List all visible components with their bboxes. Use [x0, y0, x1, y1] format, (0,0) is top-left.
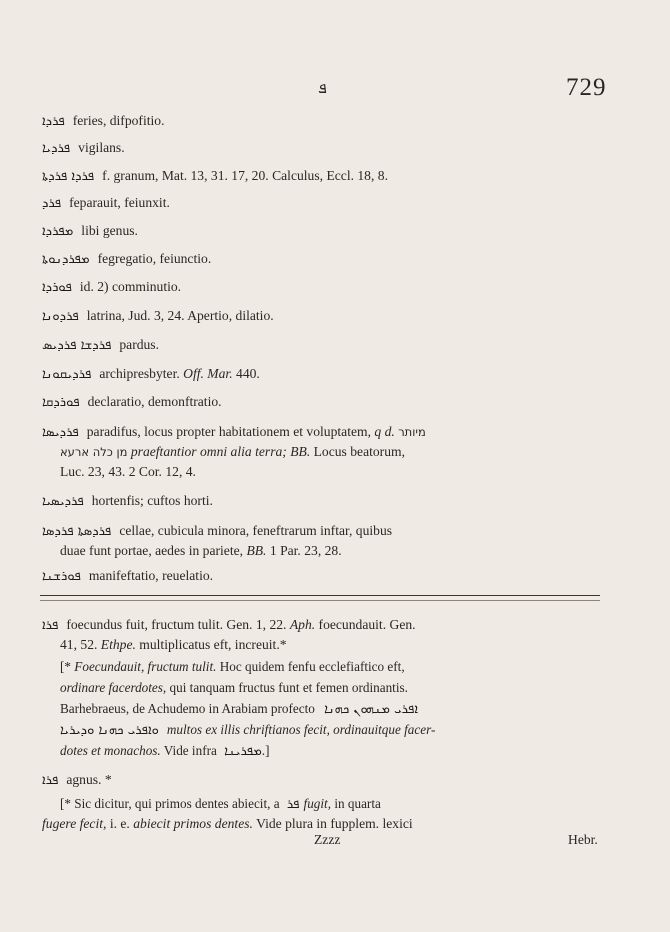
entry-gloss: archipresbyter.	[99, 366, 184, 381]
entry-reference-number: 1 Par. 23, 28.	[266, 543, 342, 558]
entry	[42, 522, 638, 540]
hebrew-phrase: מן כלה ארעא	[60, 445, 128, 459]
footnote-line	[60, 679, 656, 696]
entry	[42, 222, 638, 240]
note-text: [* Sic dicitur, qui primos dentes abiecit, a	[60, 796, 280, 811]
syriac-quote: ܡܦܪܝܢܐ	[224, 744, 262, 759]
note-italic: Foecundauit, fructum tulit.	[74, 659, 217, 674]
entry-reference: BB.	[246, 543, 267, 558]
syriac-headword: ܦܪܕܝܩܘܢܐ	[42, 367, 92, 382]
entry-gloss: Locus beatorum,	[310, 444, 405, 459]
entry	[42, 567, 638, 585]
stem-label: Ethpe.	[100, 637, 136, 652]
footnote-line	[42, 815, 638, 832]
syriac-headword: ܦܪܕܘܢܐ	[42, 309, 79, 324]
syriac-headword: ܦܪܕܐ	[42, 114, 65, 129]
section-divider-thin	[40, 600, 600, 601]
entry	[42, 393, 638, 411]
entry-gloss: latrina, Jud. 3, 24. Apertio, dilatio.	[86, 308, 274, 323]
entry-gloss: feries, difpofitio.	[72, 113, 165, 128]
note-text: in quarta	[331, 796, 381, 811]
entry-gloss: fegregatio, feiunctio.	[97, 251, 212, 266]
entry	[42, 336, 638, 354]
footnote-line	[60, 795, 656, 813]
syriac-headword: ܡܦܪܕܐ	[42, 224, 74, 239]
entry-gloss: feparauit, feiunxit.	[69, 195, 170, 210]
entry	[42, 112, 638, 130]
catchword: Hebr.	[568, 832, 598, 847]
note-italic: fugere fecit,	[42, 816, 107, 831]
note-italic: fugit,	[303, 796, 332, 811]
entry-translation: praeftantior omni alia terra; BB.	[130, 444, 311, 459]
hebrew-word: מיותר	[398, 425, 426, 439]
syriac-headword: ܦܪܕ	[42, 196, 62, 211]
entry-gloss: f. granum, Mat. 13, 31. 17, 20. Calculus, Eccl. 18, 8.	[102, 168, 388, 183]
note-italic: dotes et monachos.	[60, 743, 161, 758]
entry-gloss: foecundauit. Gen.	[315, 617, 416, 632]
syriac-headword: ܦܪܐ	[42, 773, 59, 788]
quasi-dicas: q d.	[374, 424, 395, 439]
syriac-headword: ܦܪܕܝܣܐ	[42, 425, 79, 440]
entry-gloss: hortenfis; cuftos horti.	[91, 493, 213, 508]
syriac-headword: ܦܪܕܐ ܦܪܕܬܐ	[42, 169, 95, 184]
syriac-headword: ܦܘܪܫܢܐ	[42, 569, 81, 584]
entry-gloss: cellae, cubicula minora, feneftrarum inftar, quibus	[119, 523, 393, 538]
note-text: i. e.	[106, 816, 134, 831]
entry-gloss: pardus.	[119, 337, 159, 352]
syriac-quote: ܘܐܦܪܝ ܟܗܢܐ ܘܕܝܪܝܐ	[60, 723, 159, 738]
footnote-line	[60, 742, 656, 760]
note-text: Hoc quidem fenfu ecclefiaftico eft,	[216, 659, 405, 674]
entry-gloss: multiplicatus eft, increuit.*	[135, 637, 287, 652]
entry	[42, 278, 638, 296]
note-text: qui tanquam fructus funt et femen ordinantis.	[166, 680, 408, 695]
entry	[42, 167, 638, 185]
entry-continuation	[60, 443, 656, 461]
entry-continuation	[60, 542, 656, 559]
entry-gloss: declaratio, demonftratio.	[87, 394, 222, 409]
footnote-line	[60, 658, 656, 675]
footnote-line	[60, 700, 656, 718]
note-italic: multos ex illis chriftianos fecit, ordinauitque facer-	[166, 722, 436, 737]
note-italic: ordinare facerdotes,	[60, 680, 167, 695]
syriac-headword: ܦܪܐ	[42, 618, 59, 633]
entry-gloss: manifeftatio, reuelatio.	[88, 568, 214, 583]
entry-gloss: paradifus, locus propter habitationem et voluptatem,	[86, 424, 375, 439]
signature-mark: Zzzz	[314, 832, 341, 847]
entry	[42, 492, 638, 510]
syriac-headword: ܦܪܕܫܐ ܦܪܕܝܣ	[42, 338, 112, 353]
note-text: Vide infra	[160, 743, 217, 758]
entry	[42, 307, 638, 325]
page-number: 729	[566, 74, 607, 101]
entry-paradisus	[42, 423, 638, 441]
entry	[42, 365, 638, 383]
entry	[42, 250, 638, 268]
stem-label: Aph.	[289, 617, 316, 632]
entry-gloss: vigilans.	[78, 140, 125, 155]
entry-gloss: foecundus fuit, fructum tulit. Gen. 1, 22.	[66, 617, 290, 632]
entry-gloss: duae funt portae, aedes in pariete,	[60, 543, 247, 558]
entry-gloss: id. 2) comminutio.	[79, 279, 182, 294]
syriac-headword: ܦܪܕܣܬܐ ܦܪܕܣܐ	[42, 524, 112, 539]
entry	[42, 139, 638, 157]
entry-continuation	[60, 636, 656, 653]
syriac-quote: ܐܦܪܝ ܡܢܗܘܢ ܟܗܢܐ	[324, 702, 418, 717]
note-bracket: [*	[60, 659, 75, 674]
syriac-headword: ܦܘܪܕܐ	[42, 280, 72, 295]
note-bracket: .]	[261, 743, 270, 758]
entry-gloss: libi genus.	[81, 223, 138, 238]
note-text: Vide plura in fupplem. lexici	[252, 816, 413, 831]
note-italic: abiecit primos dentes.	[133, 816, 253, 831]
entry-reference: Off. Mar.	[183, 366, 233, 381]
entry	[42, 194, 638, 212]
syriac-headword: ܦܪܕܝܣܝܐ	[42, 494, 84, 509]
footnote-line	[60, 721, 656, 739]
entry-agnus	[42, 771, 638, 789]
syriac-headword: ܡܦܪܕܢܘܬܐ	[42, 252, 90, 267]
entry-continuation	[60, 463, 656, 480]
entry-reference: Luc. 23, 43. 2 Cor. 12, 4.	[60, 464, 196, 479]
section-divider	[40, 595, 600, 596]
entry-reference: 41, 52.	[60, 637, 101, 652]
entry-gloss: agnus. *	[66, 772, 112, 787]
note-text: Barhebraeus, de Achudemo in Arabiam profecto	[60, 701, 315, 716]
entry-reference-number: 440.	[232, 366, 260, 381]
running-head-letter: ܦ	[318, 80, 327, 97]
syriac-quote: ܦܪ	[286, 797, 300, 812]
syriac-headword: ܦܪܕܝܐ	[42, 141, 71, 156]
syriac-headword: ܦܘܪܕܩܐ	[42, 395, 80, 410]
entry-foecundus	[42, 616, 638, 634]
